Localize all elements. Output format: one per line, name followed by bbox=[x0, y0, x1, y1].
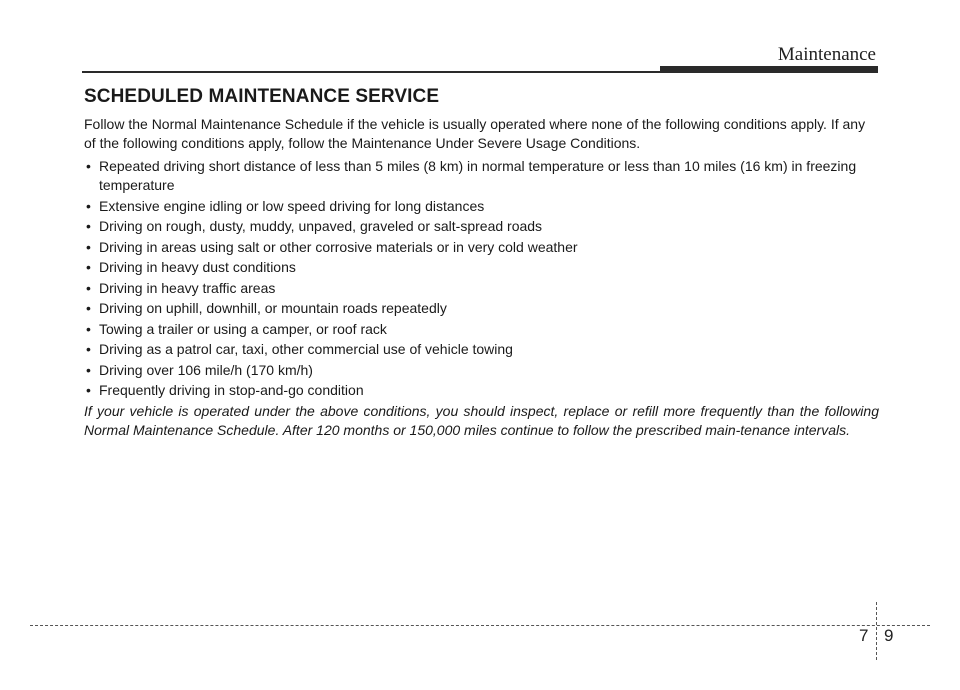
content-area bbox=[84, 86, 879, 440]
page-number-divider bbox=[876, 602, 877, 660]
bullet-icon: • bbox=[86, 320, 91, 337]
bullet-icon: • bbox=[86, 382, 91, 398]
severe-usage-note: If your vehicle is operated under the above conditions, you should inspect, replace or refill more frequently than the following Normal Maintenance Schedule. After 120 months or 150,000 miles continue to follow the prescribed main-tenance intervals. bbox=[84, 402, 879, 438]
chapter-number: 7 bbox=[859, 626, 869, 645]
list-item-text: Repeated driving short distance of less than 5 miles (8 km) in normal temperature or less than 10 miles (16 km) in freezing temperature bbox=[99, 158, 857, 193]
bullet-icon: • bbox=[86, 361, 91, 378]
list-item-text: Driving in heavy dust conditions bbox=[99, 259, 296, 275]
conditions-list bbox=[84, 157, 879, 400]
list-item-text: Driving on rough, dusty, muddy, unpaved, graveled or salt-spread roads bbox=[99, 218, 543, 234]
footer-dashed-rule bbox=[30, 625, 930, 626]
list-item bbox=[84, 381, 879, 400]
list-item-text: Towing a trailer or using a camper, or roof rack bbox=[99, 320, 387, 337]
list-item bbox=[84, 340, 879, 359]
list-item-text: Driving in heavy traffic areas bbox=[99, 279, 276, 296]
list-item bbox=[84, 299, 879, 318]
bullet-icon: • bbox=[86, 238, 91, 255]
bullet-icon: • bbox=[86, 279, 91, 296]
list-item-text: Extensive engine idling or low speed driving for long distances bbox=[99, 197, 485, 214]
header-rule-thin bbox=[82, 71, 662, 73]
list-item-text: Frequently driving in stop-and-go condition bbox=[99, 382, 364, 398]
page-number: 9 bbox=[884, 626, 894, 645]
list-item bbox=[84, 258, 879, 277]
bullet-icon: • bbox=[86, 300, 91, 316]
bullet-icon: • bbox=[86, 218, 91, 234]
header-title: Maintenance bbox=[777, 44, 876, 65]
bullet-icon: • bbox=[86, 158, 91, 174]
list-item bbox=[84, 238, 879, 257]
intro-paragraph: Follow the Normal Maintenance Schedule if the vehicle is usually operated where none of the following conditions apply. If any of the following conditions apply, follow the Maintenance Under Severe Usage Conditions. bbox=[84, 116, 866, 151]
bullet-icon: • bbox=[86, 259, 91, 275]
list-item bbox=[84, 157, 879, 195]
list-item bbox=[84, 197, 879, 216]
bullet-icon: • bbox=[86, 197, 91, 214]
list-item bbox=[84, 361, 879, 380]
list-item-text: Driving in areas using salt or other corrosive materials or in very cold weather bbox=[99, 238, 578, 255]
list-item bbox=[84, 217, 879, 236]
list-item bbox=[84, 320, 879, 339]
bullet-icon: • bbox=[86, 341, 91, 357]
header-rule-thick bbox=[660, 66, 878, 73]
list-item-text: Driving as a patrol car, taxi, other commercial use of vehicle towing bbox=[99, 341, 513, 357]
list-item-text: Driving on uphill, downhill, or mountain roads repeatedly bbox=[99, 300, 447, 316]
list-item-text: Driving over 106 mile/h (170 km/h) bbox=[99, 361, 313, 378]
section-title: SCHEDULED MAINTENANCE SERVICE bbox=[84, 86, 440, 107]
list-item bbox=[84, 279, 879, 298]
